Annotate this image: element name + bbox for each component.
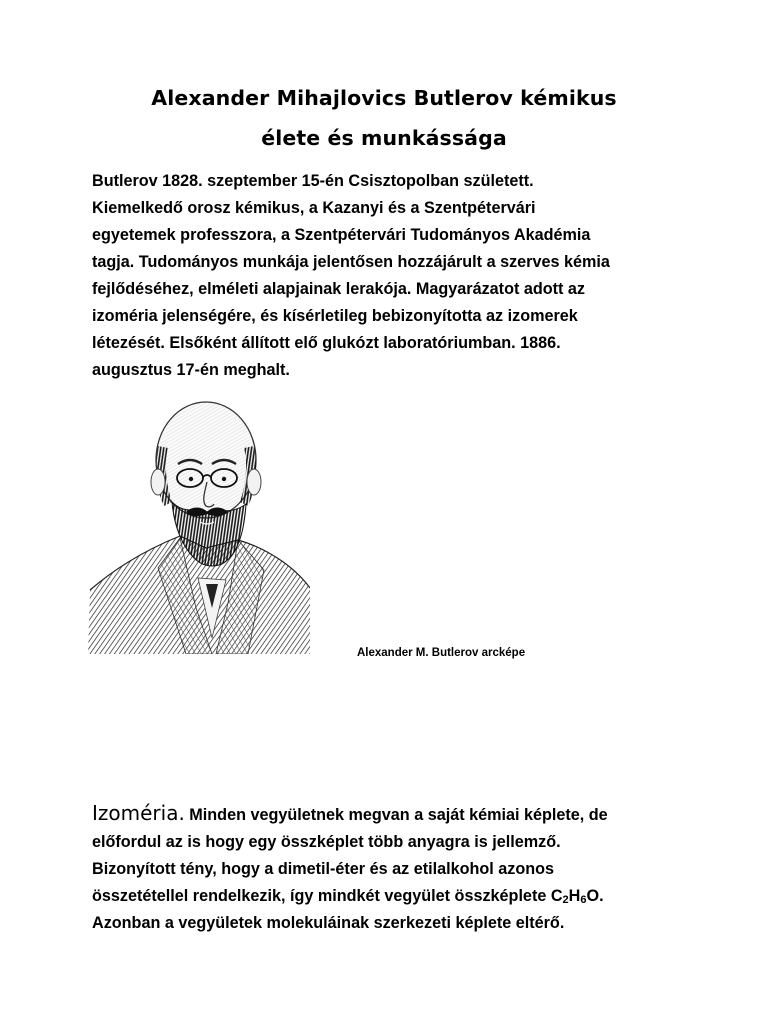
izo-line: Bizonyított tény, hogy a dimetil-éter és az etilalkohol azonos [92,860,555,878]
bio-line: Butlerov 1828. szeptember 15-én Csisztopolban született. [92,172,534,190]
biography-paragraph [92,168,692,384]
formula-subscript-c: 2 [562,894,569,906]
formula-h: H [568,887,581,905]
bio-line: izoméria jelenségére, és kísérletileg bebizonyította az izomerek [92,307,578,325]
izo-text: összetétellel rendelkezik, így mindkét vegyület összképlete C [92,887,563,905]
portrait-caption: Alexander M. Butlerov arcképe [357,647,526,659]
isomerism-heading: Izoméria. [92,801,185,825]
izo-line: előfordul az is hogy egy összképlet több anyagra is jellemző. [92,833,561,851]
bio-line: egyetemek professzora, a Szentpétervári Tudományos Akadémia [92,226,591,244]
izo-line: Azonban a vegyületek molekuláinak szerkezeti képlete eltérő. [92,914,565,932]
bio-line: fejlődéséhez, elméleti alapjainak lerakója. Magyarázatot adott az [92,280,585,298]
page-title-line-2: élete és munkássága [261,126,507,150]
bio-line: tagja. Tudományos munkája jelentősen hozzájárult a szerves kémia [92,253,610,271]
page-title-line-1: Alexander Mihajlovics Butlerov kémikus [151,86,617,110]
bio-line: Kiemelkedő orosz kémikus, a Kazanyi és a Szentpétervári [92,199,536,217]
izo-line [92,883,692,910]
izo-line [92,800,692,829]
bio-line: létezését. Elsőként állított elő glukózt laboratóriumban. 1886. [92,334,561,352]
isomerism-paragraph [92,800,692,937]
bio-line: augusztus 17-én meghalt. [92,361,290,379]
formula-o: O. [586,887,604,905]
izo-text: Minden vegyületnek megvan a saját kémiai képlete, de [184,806,608,824]
formula-subscript-h: 6 [580,894,587,906]
butlerov-portrait-image [88,398,310,654]
